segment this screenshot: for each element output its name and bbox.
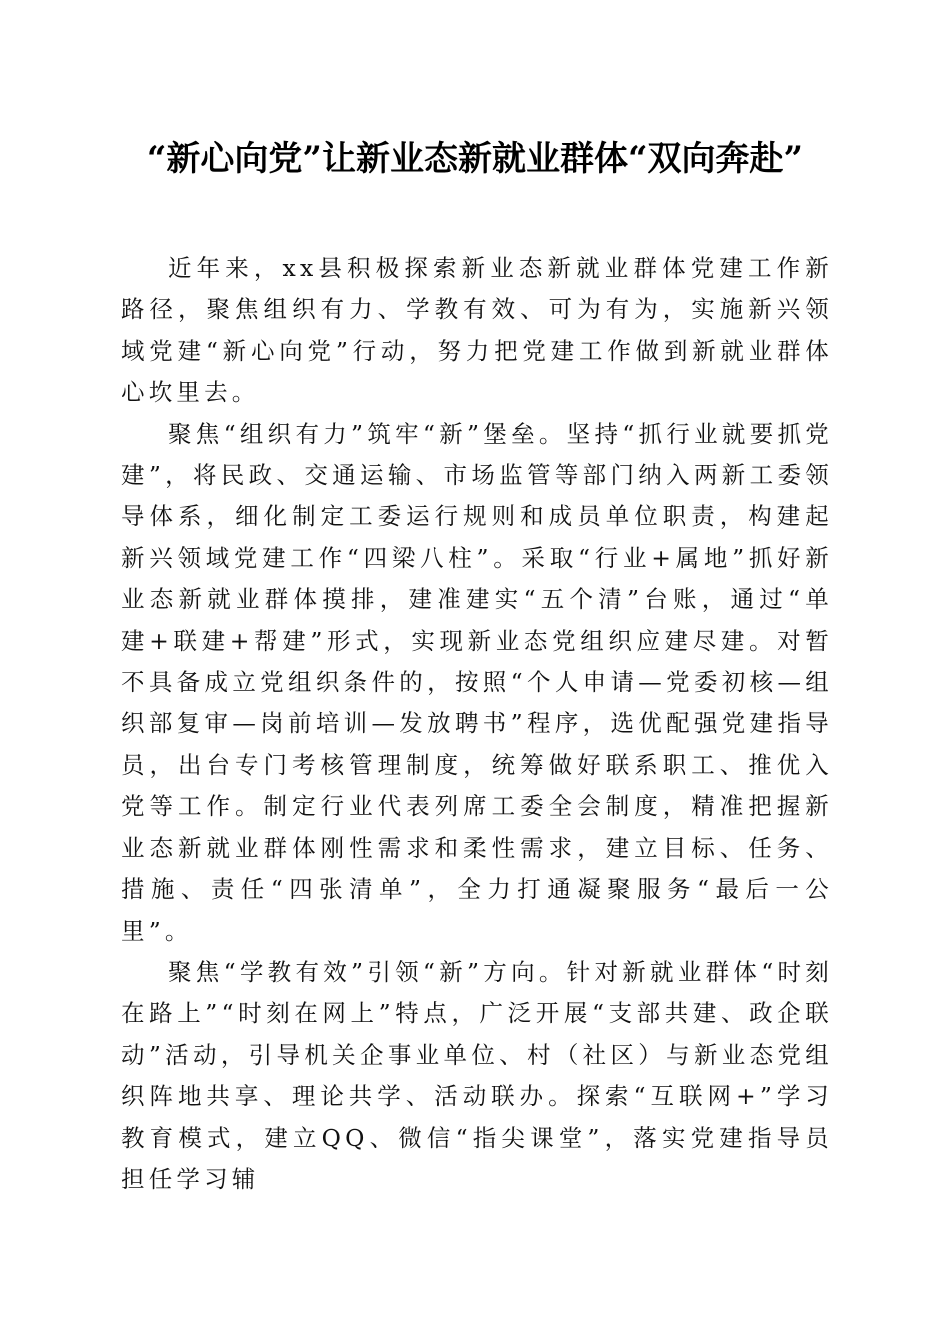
paragraph-organization: 聚焦“组织有力”筑牢“新”堡垒。坚持“抓行业就要抓党建”，将民政、交通运输、市场监管等部门纳入两新工委领导体系，细化制定工委运行规则和成员单位职责，构建起新兴领域党建工作“四梁八柱”。采取“行业+属地”抓好新业态新就业群体摸排，建准建实“五个清”台账，通过“单建+联建+帮建”形式，实现新业态党组织应建尽建。对暂不具备成立党组织条件的，按照“个人申请—党委初核—组织部复审—岗前培训—发放聘书”程序，选优配强党建指导员，出台专门考核管理制度，统筹做好联系职工、推优入党等工作。制定行业代表列席工委全会制度，精准把握新业态新就业群体刚性需求和柔性需求，建立目标、任务、措施、责任“四张清单”，全力打通凝聚服务“最后一公里”。: [121, 419, 833, 945]
paragraph-education: 聚焦“学教有效”引领“新”方向。针对新就业群体“时刻在路上”“时刻在网上”特点，广泛开展“支部共建、政企联动”活动，引导机关企事业单位、村（社区）与新业态党组织阵地共享、理论共学、活动联办。探索“互联网+”学习教育模式，建立QQ、微信“指尖课堂”，落实党建指导员担任学习辅: [121, 957, 833, 1193]
paragraph-intro: 近年来，xx县积极探索新业态新就业群体党建工作新路径，聚焦组织有力、学教有效、可为有为，实施新兴领域党建“新心向党”行动，努力把党建工作做到新就业群体心坎里去。: [121, 254, 833, 407]
document-title: “新心向党”让新业态新就业群体“双向奔赴”: [146, 139, 804, 179]
document-body: [121, 248, 833, 1200]
